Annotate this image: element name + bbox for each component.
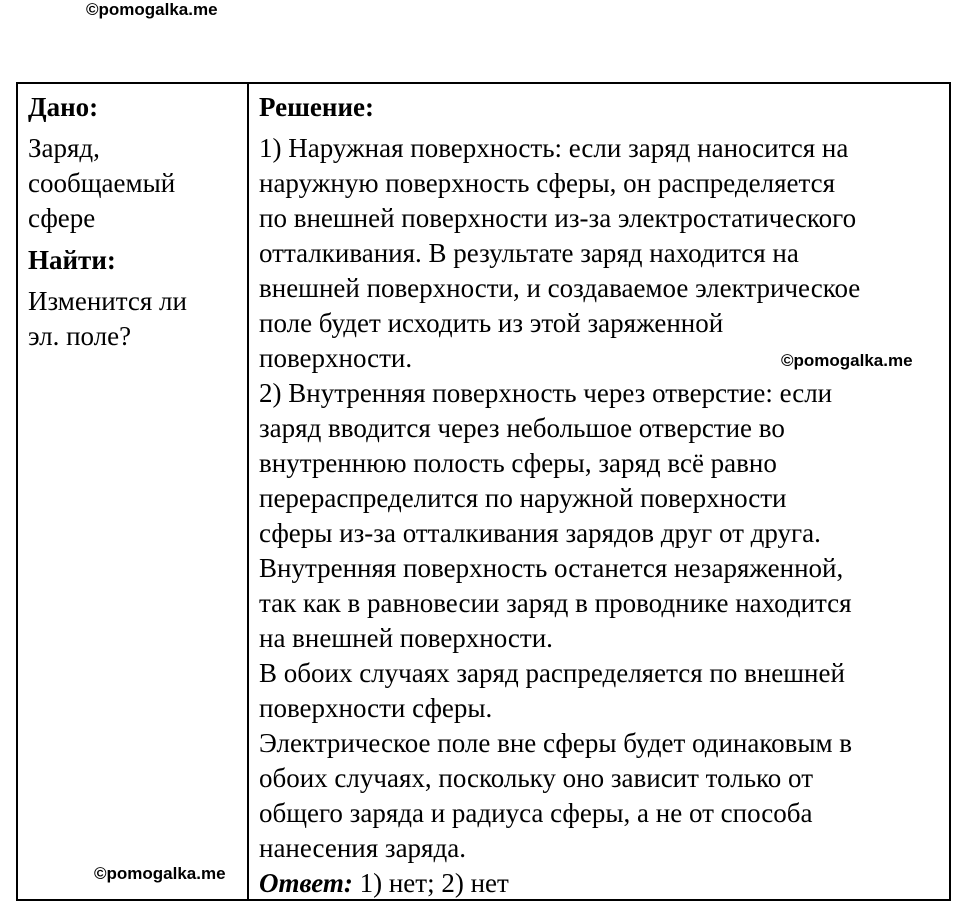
solution-line: обоих случаях, поскольку оно зависит только от [259, 763, 813, 793]
find-line: эл. поле? [28, 321, 132, 351]
solution-line: Электрическое поле вне сферы будет одинаковым в [259, 728, 853, 758]
solution-text [259, 131, 949, 901]
solution-line: так как в равновесии заряд в проводнике находится [259, 588, 852, 618]
solution-line: поверхности. [259, 343, 413, 373]
solution-line: нанесения заряда. [259, 833, 466, 863]
solution-line: наружную поверхность сферы, он распределяется [259, 168, 836, 198]
given-heading: Дано: [28, 92, 99, 122]
solution-line: поле будет исходить из этой заряженной [259, 308, 724, 338]
find-line: Изменится ли [28, 286, 187, 316]
solution-line: 1) Наружная поверхность: если заряд наносится на [259, 133, 849, 163]
solution-line: на внешней поверхности. [259, 623, 553, 653]
watermark-middle: ©pomogalka.me [781, 351, 913, 370]
given-line: сфере [28, 203, 96, 233]
given-column [18, 84, 249, 899]
solution-column [249, 84, 949, 899]
solution-heading: Решение: [259, 92, 374, 122]
solution-line: поверхности сферы. [259, 693, 493, 723]
solution-line: 2) Внутренняя поверхность через отверстие: если [259, 378, 833, 408]
find-text [28, 284, 247, 354]
solution-line: Внутренняя поверхность останется незаряженной, [259, 553, 844, 583]
solution-line: заряд вводится через небольшое отверстие во [259, 413, 785, 443]
solution-line: отталкивания. В результате заряд находится на [259, 238, 799, 268]
given-line: Заряд, [28, 133, 100, 163]
solution-line: сферы из-за отталкивания зарядов друг от друга. [259, 518, 821, 548]
solution-line: перераспределится по наружной поверхности [259, 483, 787, 513]
solution-line: общего заряда и радиуса сферы, а не от способа [259, 798, 813, 828]
given-line: сообщаемый [28, 168, 176, 198]
watermark-bottom: ©pomogalka.me [94, 864, 226, 883]
answer-line [259, 866, 949, 901]
find-heading: Найти: [28, 245, 116, 275]
solution-table [16, 82, 951, 901]
given-text [28, 131, 247, 236]
watermark-top: ©pomogalka.me [86, 0, 218, 19]
solution-line: по внешней поверхности из-за электростатического [259, 203, 857, 233]
solution-line: внутреннюю полость сферы, заряд всё равно [259, 448, 777, 478]
solution-line: В обоих случаях заряд распределяется по внешней [259, 658, 845, 688]
answer-text: 1) нет; 2) нет [352, 868, 509, 898]
answer-label: Ответ: [259, 868, 353, 898]
solution-line: внешней поверхности, и создаваемое электрическое [259, 273, 861, 303]
